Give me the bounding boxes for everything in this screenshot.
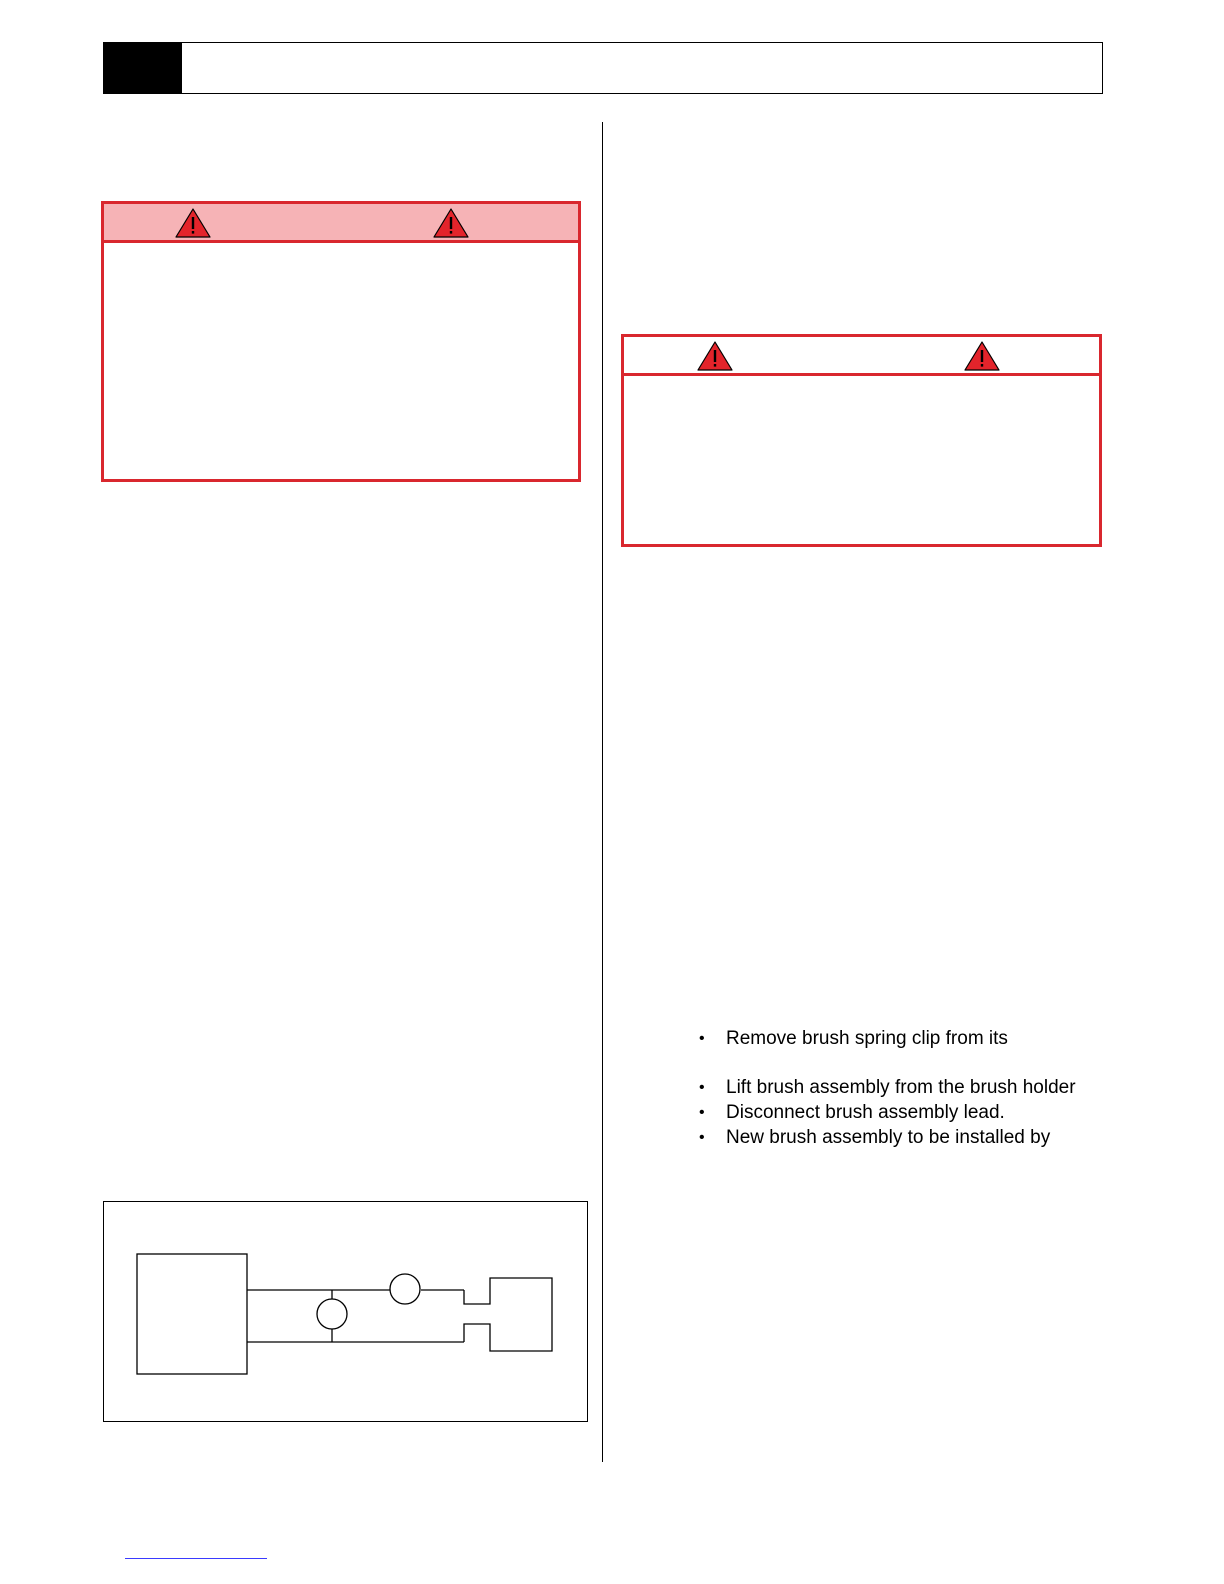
warning-triangle-icon	[174, 207, 212, 239]
list-item: • New brush assembly to be installed by	[697, 1125, 1076, 1150]
footer-link-underline[interactable]	[125, 1558, 267, 1559]
wiring-diagram-frame	[103, 1201, 588, 1422]
source-unit-box	[137, 1254, 247, 1374]
warning-triangle-icon	[696, 340, 734, 372]
list-item: • Remove brush spring clip from its	[697, 1026, 1076, 1051]
warning-box-right	[621, 334, 1102, 547]
circle-icon	[317, 1299, 347, 1329]
page-header-bar	[103, 42, 1103, 94]
warning-header-right	[624, 337, 1099, 376]
list-item: • Lift brush assembly from the brush holder	[697, 1075, 1076, 1100]
warning-triangle-icon	[432, 207, 470, 239]
circle-icon	[390, 1274, 420, 1304]
column-divider	[602, 122, 603, 1462]
list-item: • Disconnect brush assembly lead.	[697, 1100, 1076, 1125]
warning-header-left	[104, 204, 578, 243]
section-number-block	[104, 43, 182, 93]
warning-triangle-icon	[963, 340, 1001, 372]
load-unit-outline	[464, 1278, 552, 1351]
brush-steps-list	[697, 1026, 1076, 1150]
wiring-diagram	[103, 1201, 588, 1422]
warning-box-left	[101, 201, 581, 482]
